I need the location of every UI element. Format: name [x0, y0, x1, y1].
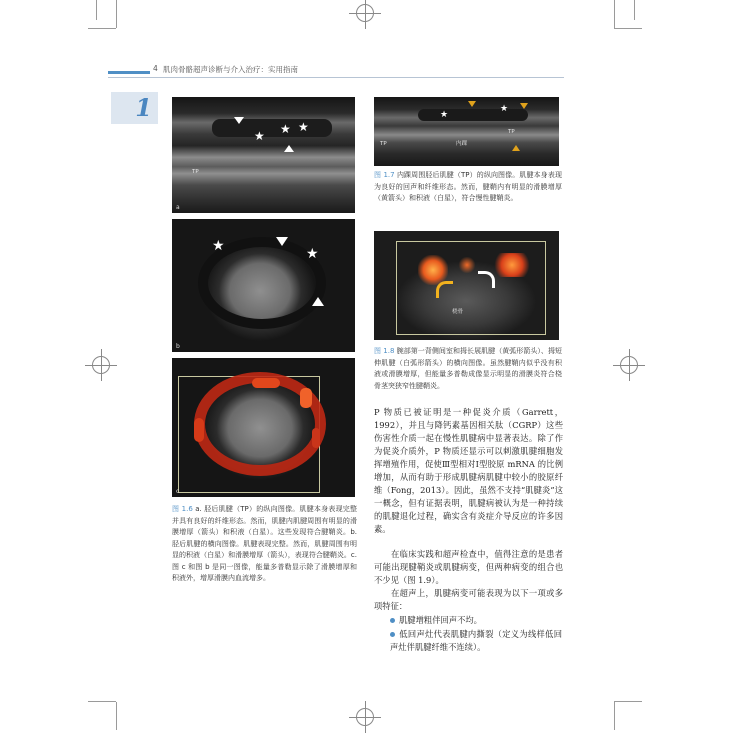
crop-mark-top-right-v	[614, 0, 615, 28]
crop-mark-top-left-h	[88, 28, 116, 29]
body-paragraph-3: 在超声上，肌腱病变可能表现为以下一项或多项特征：	[374, 588, 563, 611]
radius-label: 桡骨	[452, 309, 464, 315]
header-accent-bar	[108, 71, 150, 74]
figure-1-6c-doppler	[172, 358, 355, 497]
crop-mark-top-left-v2	[96, 0, 97, 20]
fluid-star-3: ★	[298, 120, 309, 134]
yellow-curved-arrow	[436, 281, 453, 298]
figure-1-7-caption-text: 内踝周围胫后肌腱（TP）的纵向图像。肌腱本身表现为良好的回声和纤维形态。然而，腱鞘内有明显的滑膜增厚（黄箭头）和积液（白星），符合慢性腱鞘炎。	[374, 171, 562, 202]
registration-mark-top	[356, 4, 374, 22]
figure-1-8-doppler	[374, 231, 559, 340]
doppler-cluster-mid	[458, 257, 476, 273]
tendon-label-tp: TP	[192, 169, 199, 175]
doppler-spot-4	[312, 428, 320, 448]
crop-mark-top-right-v2	[634, 0, 635, 20]
bullet-dot-2	[390, 632, 395, 637]
figure-1-6a-ultrasound	[172, 97, 355, 213]
yellow-arrowhead-3	[512, 145, 520, 151]
crop-mark-top-right-h	[614, 28, 642, 29]
fluid-star-b1: ★	[212, 238, 225, 254]
crop-mark-bottom-left-h	[88, 701, 116, 702]
fluid-star-1: ★	[254, 129, 265, 143]
white-curved-arrow	[478, 271, 495, 288]
registration-mark-left	[92, 356, 110, 374]
arrowhead-b1	[276, 237, 288, 246]
figure-1-6-caption	[172, 504, 357, 585]
figure-1-6b-ultrasound	[172, 219, 355, 352]
figure-1-7-number: 图 1.7	[374, 171, 395, 179]
bullet-item-2	[390, 628, 562, 654]
book-title: 肌肉骨骼超声诊断与介入治疗：实用指南	[163, 65, 298, 74]
fluid-star-b2: ★	[306, 246, 319, 262]
figure-1-8-caption	[374, 346, 562, 392]
medial-malleolus-label: 内踝	[456, 141, 468, 147]
figure-1-7-caption	[374, 170, 562, 205]
tendon-label-tp-right: TP	[508, 129, 515, 135]
yellow-arrowhead-2	[520, 103, 528, 109]
panel-letter-c: c	[176, 488, 180, 495]
panel-letter-b: b	[176, 343, 180, 350]
synovial-fluid-band	[212, 119, 332, 137]
bullet-text-2: 低回声灶代表肌腱内撕裂（定义为线样低回声灶伴肌腱纤维不连续）。	[390, 629, 562, 652]
doppler-spot-1	[252, 378, 280, 388]
yellow-arrowhead-1	[468, 101, 476, 107]
registration-mark-right	[620, 356, 638, 374]
registration-mark-bottom	[356, 708, 374, 726]
arrowhead-b2	[312, 297, 324, 306]
figure-1-6-number: 图 1.6	[172, 505, 193, 513]
fluid-star-7b: ★	[500, 104, 509, 114]
arrowhead-2	[284, 145, 294, 152]
bullet-text-1: 肌腱增粗伴回声不均。	[399, 615, 482, 625]
doppler-spot-3	[300, 388, 312, 408]
body-paragraph-2: 在临床实践和超声检查中，值得注意的是患者可能出现腱鞘炎或肌腱病变，但两种病变的组合也不少见（图 1.9）。	[374, 549, 563, 585]
fluid-star-2: ★	[280, 122, 291, 136]
bullet-dot-1	[390, 618, 395, 623]
figure-1-8-caption-text: 腕部第一背侧间室和拇长展肌腱（黄弧形箭头）、拇短伸肌腱（白弧形箭头）的横向图像。虽然腱鞘内似乎没有积液或滑膜增厚，但能量多普勒成像显示明显的滑膜炎符合桡骨茎突狭窄性腱鞘炎。	[374, 347, 563, 390]
panel-letter-a: a	[176, 204, 180, 211]
figure-1-6-caption-text: a. 胫后肌腱（TP）的纵向图像。肌腱本身表现完整并具有良好的纤维形态。然而，肌腱内肌腱周围有明显的滑膜增厚（箭头）和积液（白星）。这些发现符合腱鞘炎。b. 胫后肌腱的横向图像。肌腱表现完整。然而，肌腱周围有明显的积液（白星）和滑膜增厚（箭头），表现符合腱鞘炎。c. 图 c 和图 b 是同一图像，能量多普勒显示除了滑膜增厚和积液外，增厚滑膜内血流增多。	[172, 505, 357, 582]
crop-mark-bottom-left-v	[116, 702, 117, 730]
tendon-label-tp-1-7: TP	[380, 141, 387, 147]
chapter-tab: 1	[111, 92, 158, 124]
page-number: 4	[153, 64, 158, 73]
fluid-star-7a: ★	[440, 110, 449, 120]
figure-1-7-ultrasound	[374, 97, 559, 166]
crop-mark-bottom-right-h	[614, 701, 642, 702]
crop-mark-bottom-right-v	[614, 702, 615, 730]
bullet-item-1	[390, 614, 562, 627]
fluid-band-1-7	[418, 109, 528, 121]
figure-1-8-number: 图 1.8	[374, 347, 395, 355]
crop-mark-top-left-v	[116, 0, 117, 28]
doppler-spot-2	[194, 418, 204, 442]
body-paragraph-1: P 物质已被证明是一种促炎介质（Garrett，1992），并且与降钙素基因相关肽（CGRP）这些伤害性介质一起在慢性肌腱病中显著表达。除了作为促炎介质外，P 物质还显示可以刺激肌腱细胞发挥增殖作用，促使Ⅲ型相对Ⅰ型胶原 mRNA 的比例增加，从而有助于形成肌腱病肌腱中较小的胶原纤维（Fong，2013）。因此，虽然不支持“肌腱炎”这一概念，但有证据表明，肌腱病被认为是一种持续的肌腱退化过程，确实含有炎症介导反应的许多因素。	[374, 407, 563, 534]
header-rule	[108, 77, 564, 78]
doppler-cluster-right	[492, 253, 532, 277]
arrowhead-1	[234, 117, 244, 124]
